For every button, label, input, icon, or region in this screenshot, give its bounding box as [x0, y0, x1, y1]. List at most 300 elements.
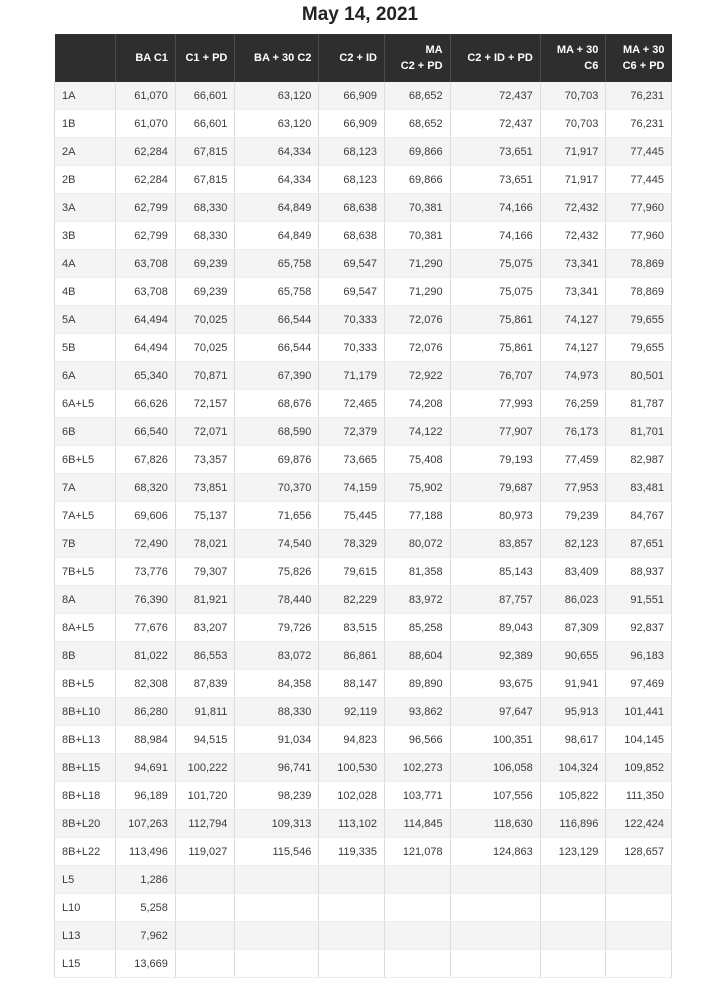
salary-cell: 68,638 — [319, 194, 385, 222]
salary-cell: 75,902 — [384, 474, 450, 502]
salary-cell: 69,876 — [235, 446, 319, 474]
salary-cell: 90,655 — [540, 642, 606, 670]
salary-cell: 94,823 — [319, 726, 385, 754]
salary-cell: 62,284 — [116, 166, 175, 194]
column-header-label: C2 + ID — [339, 52, 377, 64]
salary-cell: 68,676 — [235, 390, 319, 418]
salary-cell: 66,909 — [319, 82, 385, 110]
salary-cell: 109,852 — [606, 754, 672, 782]
salary-cell: 69,606 — [116, 502, 175, 530]
header-row — [55, 34, 672, 82]
salary-cell: 109,313 — [235, 810, 319, 838]
salary-cell: 64,849 — [235, 194, 319, 222]
salary-cell: 70,370 — [235, 474, 319, 502]
salary-cell: 65,758 — [235, 250, 319, 278]
salary-cell — [235, 894, 319, 922]
table-row — [55, 362, 672, 390]
salary-cell: 74,127 — [540, 334, 606, 362]
column-header-label: C6 — [584, 60, 599, 72]
table-row — [55, 586, 672, 614]
salary-cell — [384, 950, 450, 978]
salary-table — [54, 34, 672, 978]
salary-cell — [540, 950, 606, 978]
row-label-cell: L13 — [55, 922, 116, 950]
salary-cell: 68,123 — [319, 138, 385, 166]
table-body — [55, 82, 672, 978]
salary-cell: 121,078 — [384, 838, 450, 866]
column-header — [384, 34, 450, 82]
salary-cell: 83,481 — [606, 474, 672, 502]
table-row — [55, 698, 672, 726]
salary-cell: 114,845 — [384, 810, 450, 838]
salary-cell: 72,071 — [175, 418, 234, 446]
salary-cell: 94,515 — [175, 726, 234, 754]
salary-cell: 95,913 — [540, 698, 606, 726]
salary-cell: 74,973 — [540, 362, 606, 390]
salary-cell: 62,284 — [116, 138, 175, 166]
row-label-cell: 2A — [55, 138, 116, 166]
salary-cell — [384, 922, 450, 950]
row-label-cell: 7A+L5 — [55, 502, 116, 530]
salary-cell: 13,669 — [116, 950, 175, 978]
salary-cell: 92,389 — [450, 642, 540, 670]
salary-cell — [606, 866, 672, 894]
salary-cell: 68,330 — [175, 194, 234, 222]
column-header — [116, 34, 175, 82]
salary-cell: 73,776 — [116, 558, 175, 586]
column-header — [606, 34, 672, 82]
salary-cell: 71,917 — [540, 166, 606, 194]
salary-cell — [319, 894, 385, 922]
row-label-cell: 2B — [55, 166, 116, 194]
salary-cell: 96,566 — [384, 726, 450, 754]
salary-cell: 68,590 — [235, 418, 319, 446]
salary-cell: 69,547 — [319, 250, 385, 278]
table-row — [55, 866, 672, 894]
salary-cell: 106,058 — [450, 754, 540, 782]
column-header-label: C2 + PD — [400, 60, 443, 72]
salary-cell: 102,273 — [384, 754, 450, 782]
row-label-cell: 6A+L5 — [55, 390, 116, 418]
column-header — [235, 34, 319, 82]
salary-cell: 73,341 — [540, 278, 606, 306]
salary-cell: 79,193 — [450, 446, 540, 474]
salary-cell: 73,341 — [540, 250, 606, 278]
salary-cell: 83,409 — [540, 558, 606, 586]
salary-cell: 73,665 — [319, 446, 385, 474]
salary-cell: 68,638 — [319, 222, 385, 250]
salary-cell: 69,239 — [175, 250, 234, 278]
salary-cell: 65,758 — [235, 278, 319, 306]
salary-cell: 73,851 — [175, 474, 234, 502]
salary-cell: 89,890 — [384, 670, 450, 698]
salary-cell: 88,604 — [384, 642, 450, 670]
salary-cell: 75,075 — [450, 278, 540, 306]
table-row — [55, 642, 672, 670]
salary-cell: 72,379 — [319, 418, 385, 446]
salary-cell — [175, 866, 234, 894]
salary-cell: 77,188 — [384, 502, 450, 530]
salary-cell: 96,189 — [116, 782, 175, 810]
salary-cell: 77,953 — [540, 474, 606, 502]
salary-cell: 78,329 — [319, 530, 385, 558]
salary-cell: 7,962 — [116, 922, 175, 950]
salary-cell: 87,309 — [540, 614, 606, 642]
salary-cell: 75,861 — [450, 334, 540, 362]
row-label-cell: 8B+L18 — [55, 782, 116, 810]
salary-cell: 96,741 — [235, 754, 319, 782]
salary-cell: 73,357 — [175, 446, 234, 474]
salary-cell: 83,072 — [235, 642, 319, 670]
salary-cell: 119,027 — [175, 838, 234, 866]
salary-cell: 70,025 — [175, 306, 234, 334]
salary-cell: 77,445 — [606, 138, 672, 166]
row-label-cell: 7A — [55, 474, 116, 502]
column-header-label: C2 + ID + PD — [467, 52, 533, 64]
salary-cell: 66,544 — [235, 334, 319, 362]
salary-cell: 83,972 — [384, 586, 450, 614]
salary-cell — [319, 950, 385, 978]
salary-cell: 68,320 — [116, 474, 175, 502]
salary-cell: 72,465 — [319, 390, 385, 418]
row-label-cell: 8B+L15 — [55, 754, 116, 782]
salary-cell: 123,129 — [540, 838, 606, 866]
salary-cell: 73,651 — [450, 138, 540, 166]
salary-cell: 88,147 — [319, 670, 385, 698]
salary-cell: 94,691 — [116, 754, 175, 782]
salary-cell: 66,540 — [116, 418, 175, 446]
salary-cell: 75,826 — [235, 558, 319, 586]
salary-cell — [450, 894, 540, 922]
row-label-cell: 4B — [55, 278, 116, 306]
salary-cell: 71,656 — [235, 502, 319, 530]
salary-cell: 100,351 — [450, 726, 540, 754]
salary-cell: 81,701 — [606, 418, 672, 446]
salary-cell: 70,871 — [175, 362, 234, 390]
salary-cell — [175, 894, 234, 922]
salary-cell: 1,286 — [116, 866, 175, 894]
salary-cell: 92,119 — [319, 698, 385, 726]
salary-cell: 76,707 — [450, 362, 540, 390]
row-label-cell: 6A — [55, 362, 116, 390]
salary-cell: 61,070 — [116, 110, 175, 138]
column-header-label: BA C1 — [135, 52, 168, 64]
salary-cell: 70,025 — [175, 334, 234, 362]
salary-cell: 72,432 — [540, 194, 606, 222]
salary-cell: 73,651 — [450, 166, 540, 194]
salary-cell: 75,861 — [450, 306, 540, 334]
salary-cell — [384, 894, 450, 922]
column-header — [450, 34, 540, 82]
salary-cell: 86,553 — [175, 642, 234, 670]
row-label-cell: 7B — [55, 530, 116, 558]
salary-cell: 70,703 — [540, 82, 606, 110]
row-label-cell: 1B — [55, 110, 116, 138]
salary-cell: 87,839 — [175, 670, 234, 698]
column-header-label: MA + 30 — [623, 44, 665, 56]
table-row — [55, 222, 672, 250]
row-label-cell: 5B — [55, 334, 116, 362]
salary-cell: 66,626 — [116, 390, 175, 418]
salary-cell: 116,896 — [540, 810, 606, 838]
salary-cell: 102,028 — [319, 782, 385, 810]
salary-cell: 79,307 — [175, 558, 234, 586]
salary-cell: 86,280 — [116, 698, 175, 726]
salary-cell: 64,849 — [235, 222, 319, 250]
table-row — [55, 138, 672, 166]
salary-cell: 107,263 — [116, 810, 175, 838]
salary-cell: 92,837 — [606, 614, 672, 642]
column-header-label: MA — [425, 44, 443, 56]
salary-cell: 66,909 — [319, 110, 385, 138]
salary-cell: 65,340 — [116, 362, 175, 390]
salary-cell: 66,544 — [235, 306, 319, 334]
salary-cell: 104,324 — [540, 754, 606, 782]
salary-cell: 70,703 — [540, 110, 606, 138]
salary-cell: 85,258 — [384, 614, 450, 642]
salary-cell: 72,922 — [384, 362, 450, 390]
salary-cell — [319, 866, 385, 894]
table-row — [55, 418, 672, 446]
row-label-cell: 8B+L13 — [55, 726, 116, 754]
salary-cell: 64,494 — [116, 306, 175, 334]
table-row — [55, 614, 672, 642]
salary-cell: 74,159 — [319, 474, 385, 502]
salary-cell: 88,330 — [235, 698, 319, 726]
salary-cell: 115,546 — [235, 838, 319, 866]
salary-cell: 75,075 — [450, 250, 540, 278]
salary-cell: 81,022 — [116, 642, 175, 670]
salary-cell: 98,239 — [235, 782, 319, 810]
salary-cell: 79,615 — [319, 558, 385, 586]
salary-cell — [319, 922, 385, 950]
salary-cell: 79,655 — [606, 306, 672, 334]
salary-cell: 81,921 — [175, 586, 234, 614]
row-label-cell: 1A — [55, 82, 116, 110]
salary-cell: 67,390 — [235, 362, 319, 390]
table-row — [55, 306, 672, 334]
salary-cell — [450, 866, 540, 894]
salary-cell: 72,157 — [175, 390, 234, 418]
table-row — [55, 810, 672, 838]
row-label-cell: 8B+L22 — [55, 838, 116, 866]
salary-cell — [606, 894, 672, 922]
salary-cell: 105,822 — [540, 782, 606, 810]
salary-cell: 75,445 — [319, 502, 385, 530]
salary-cell: 68,652 — [384, 82, 450, 110]
row-label-cell: L15 — [55, 950, 116, 978]
salary-cell: 74,127 — [540, 306, 606, 334]
column-header — [55, 34, 116, 82]
row-label-cell: 6B+L5 — [55, 446, 116, 474]
page-title: May 14, 2021 — [301, 4, 419, 25]
row-label-cell: 3A — [55, 194, 116, 222]
salary-cell — [540, 922, 606, 950]
salary-cell: 124,863 — [450, 838, 540, 866]
salary-cell: 68,123 — [319, 166, 385, 194]
row-label-cell: 8B — [55, 642, 116, 670]
salary-cell: 66,601 — [175, 82, 234, 110]
salary-cell: 83,207 — [175, 614, 234, 642]
column-header-label: MA + 30 — [556, 44, 599, 56]
salary-cell: 79,655 — [606, 334, 672, 362]
salary-cell: 78,869 — [606, 278, 672, 306]
salary-cell: 82,308 — [116, 670, 175, 698]
salary-cell: 93,675 — [450, 670, 540, 698]
salary-cell: 101,720 — [175, 782, 234, 810]
salary-cell: 85,143 — [450, 558, 540, 586]
salary-cell: 82,987 — [606, 446, 672, 474]
row-label-cell: 8B+L20 — [55, 810, 116, 838]
salary-cell: 69,239 — [175, 278, 234, 306]
salary-cell: 111,350 — [606, 782, 672, 810]
salary-cell: 77,445 — [606, 166, 672, 194]
table-row — [55, 530, 672, 558]
salary-cell: 77,676 — [116, 614, 175, 642]
row-label-cell: 5A — [55, 306, 116, 334]
table-row — [55, 838, 672, 866]
table-header — [55, 34, 672, 82]
salary-cell: 77,993 — [450, 390, 540, 418]
table-row — [55, 558, 672, 586]
salary-cell: 76,390 — [116, 586, 175, 614]
salary-cell: 93,862 — [384, 698, 450, 726]
salary-cell: 69,866 — [384, 166, 450, 194]
salary-cell: 80,973 — [450, 502, 540, 530]
row-label-cell: 8B+L10 — [55, 698, 116, 726]
salary-cell: 64,494 — [116, 334, 175, 362]
salary-cell: 78,869 — [606, 250, 672, 278]
salary-cell: 74,166 — [450, 194, 540, 222]
table-row — [55, 110, 672, 138]
column-header-label: C1 + PD — [185, 52, 228, 64]
salary-cell: 67,815 — [175, 138, 234, 166]
salary-cell: 91,034 — [235, 726, 319, 754]
salary-cell: 62,799 — [116, 222, 175, 250]
salary-cell: 70,333 — [319, 306, 385, 334]
salary-cell: 71,179 — [319, 362, 385, 390]
table-row — [55, 922, 672, 950]
salary-cell: 104,145 — [606, 726, 672, 754]
column-header — [540, 34, 606, 82]
table-row — [55, 446, 672, 474]
salary-cell: 112,794 — [175, 810, 234, 838]
table-row — [55, 894, 672, 922]
salary-cell: 77,459 — [540, 446, 606, 474]
salary-cell — [606, 950, 672, 978]
salary-cell: 122,424 — [606, 810, 672, 838]
salary-cell: 79,726 — [235, 614, 319, 642]
salary-cell: 72,076 — [384, 306, 450, 334]
salary-cell: 74,208 — [384, 390, 450, 418]
salary-cell: 71,917 — [540, 138, 606, 166]
salary-cell: 77,907 — [450, 418, 540, 446]
salary-cell — [450, 950, 540, 978]
salary-cell: 63,708 — [116, 250, 175, 278]
salary-cell: 118,630 — [450, 810, 540, 838]
salary-cell: 80,501 — [606, 362, 672, 390]
salary-cell — [235, 922, 319, 950]
salary-cell: 64,334 — [235, 166, 319, 194]
salary-cell: 82,229 — [319, 586, 385, 614]
salary-cell: 5,258 — [116, 894, 175, 922]
salary-cell: 91,811 — [175, 698, 234, 726]
table-row — [55, 670, 672, 698]
salary-cell: 70,381 — [384, 222, 450, 250]
salary-cell: 69,547 — [319, 278, 385, 306]
salary-cell: 78,021 — [175, 530, 234, 558]
salary-cell: 66,601 — [175, 110, 234, 138]
salary-cell: 67,826 — [116, 446, 175, 474]
salary-cell — [606, 922, 672, 950]
row-label-cell: 3B — [55, 222, 116, 250]
salary-cell: 82,123 — [540, 530, 606, 558]
salary-cell: 67,815 — [175, 166, 234, 194]
salary-cell: 75,408 — [384, 446, 450, 474]
salary-cell: 100,222 — [175, 754, 234, 782]
salary-cell: 72,076 — [384, 334, 450, 362]
salary-cell: 77,960 — [606, 194, 672, 222]
row-label-cell: 6B — [55, 418, 116, 446]
salary-cell: 76,259 — [540, 390, 606, 418]
salary-cell — [175, 950, 234, 978]
table-row — [55, 278, 672, 306]
table-row — [55, 474, 672, 502]
salary-cell: 70,333 — [319, 334, 385, 362]
salary-cell: 113,102 — [319, 810, 385, 838]
table-row — [55, 250, 672, 278]
salary-cell: 128,657 — [606, 838, 672, 866]
row-label-cell: 8A+L5 — [55, 614, 116, 642]
salary-cell: 83,515 — [319, 614, 385, 642]
salary-cell — [235, 950, 319, 978]
salary-cell: 81,787 — [606, 390, 672, 418]
salary-cell: 88,984 — [116, 726, 175, 754]
salary-cell: 91,941 — [540, 670, 606, 698]
salary-cell: 79,239 — [540, 502, 606, 530]
salary-cell: 76,173 — [540, 418, 606, 446]
column-header — [175, 34, 234, 82]
table-row — [55, 950, 672, 978]
salary-cell: 97,647 — [450, 698, 540, 726]
salary-cell: 79,687 — [450, 474, 540, 502]
salary-cell: 81,358 — [384, 558, 450, 586]
column-header — [319, 34, 385, 82]
salary-cell — [175, 922, 234, 950]
salary-cell: 68,652 — [384, 110, 450, 138]
salary-cell: 71,290 — [384, 278, 450, 306]
salary-cell: 119,335 — [319, 838, 385, 866]
row-label-cell: 8A — [55, 586, 116, 614]
table-row — [55, 502, 672, 530]
row-label-cell: L10 — [55, 894, 116, 922]
salary-cell: 72,490 — [116, 530, 175, 558]
table-row — [55, 194, 672, 222]
salary-cell: 64,334 — [235, 138, 319, 166]
salary-cell: 107,556 — [450, 782, 540, 810]
row-label-cell: 7B+L5 — [55, 558, 116, 586]
salary-cell: 63,708 — [116, 278, 175, 306]
column-header-label: C6 + PD — [622, 60, 665, 72]
table-row — [55, 390, 672, 418]
salary-cell: 88,937 — [606, 558, 672, 586]
salary-cell: 83,857 — [450, 530, 540, 558]
salary-cell: 76,231 — [606, 110, 672, 138]
table-row — [55, 754, 672, 782]
row-label-cell: L5 — [55, 866, 116, 894]
salary-cell: 63,120 — [235, 82, 319, 110]
salary-cell: 72,437 — [450, 110, 540, 138]
